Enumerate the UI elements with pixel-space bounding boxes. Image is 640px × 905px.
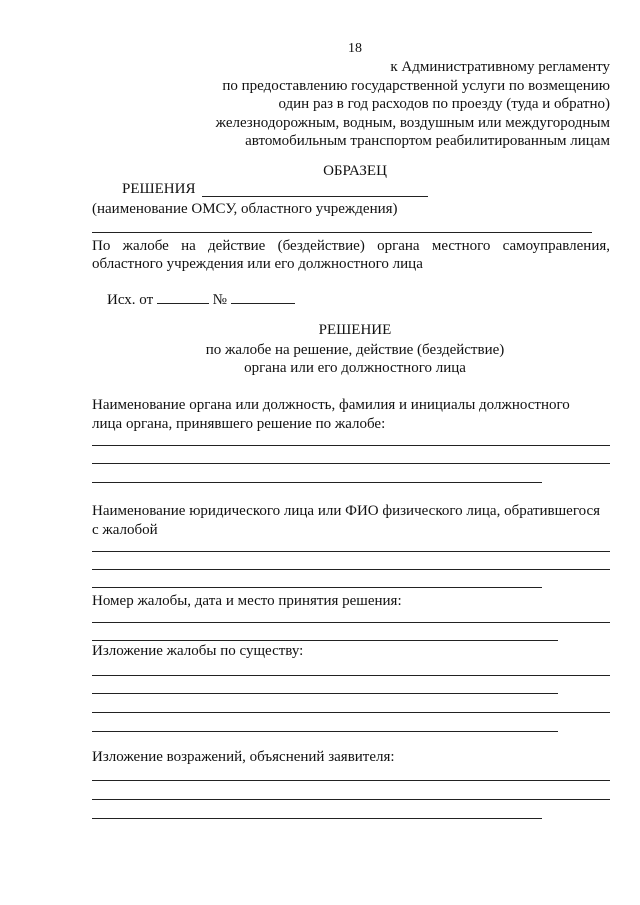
fill-line xyxy=(92,693,558,694)
section3-label: Номер жалобы, дата и место принятия решения: xyxy=(92,593,402,609)
separator-line xyxy=(92,232,592,233)
fill-line xyxy=(92,463,610,464)
header-line: по предоставлению государственной услуги по возмещению xyxy=(222,77,610,94)
header-line: железнодорожным, водным, воздушным или междугородным xyxy=(215,114,610,131)
fill-line xyxy=(92,622,610,623)
main-title: РЕШЕНИЕ xyxy=(318,322,392,338)
fill-line xyxy=(92,445,610,446)
fill-line xyxy=(92,712,610,713)
omsu-name-line xyxy=(202,196,428,197)
reference-number-sign: № xyxy=(212,292,227,308)
section2-label-line1: Наименование юридического лица или ФИО физического лица, обратившегося xyxy=(92,503,601,519)
header-line: автомобильным транспортом реабилитированным лицам xyxy=(245,133,610,149)
reference-line xyxy=(107,289,295,309)
section1-label-line2: лица органа, принявшего решение по жалобе: xyxy=(92,416,386,432)
decision-label: РЕШЕНИЯ xyxy=(122,181,196,197)
fill-line xyxy=(92,675,610,676)
fill-line xyxy=(92,799,610,800)
appendix-header xyxy=(110,58,610,151)
main-subtitle-2: органа или его должностного лица xyxy=(244,360,466,376)
fill-line xyxy=(92,551,610,552)
fill-line xyxy=(92,818,542,819)
page-number: 18 xyxy=(348,41,362,56)
complaint-text-line2: областного учреждения или его должностного лица xyxy=(92,256,423,272)
sample-title: ОБРАЗЕЦ xyxy=(323,163,387,179)
fill-line xyxy=(92,731,558,732)
header-line: к Административному регламенту xyxy=(390,59,610,75)
fill-line xyxy=(92,569,610,570)
decision-subcaption: (наименование ОМСУ, областного учреждения) xyxy=(92,201,398,217)
reference-number-field xyxy=(231,289,295,304)
section4-label: Изложение жалобы по существу: xyxy=(92,643,304,659)
section1-label-line1: Наименование органа или должность, фамилия и инициалы должностного xyxy=(92,397,570,413)
fill-line xyxy=(92,587,542,588)
complaint-text-line1: По жалобе на действие (бездействие) органа местного самоуправления, xyxy=(92,238,610,254)
section5-label: Изложение возражений, объяснений заявителя: xyxy=(92,749,395,765)
header-line: один раз в год расходов по проезду (туда и обратно) xyxy=(278,96,610,112)
fill-line xyxy=(92,482,542,483)
main-subtitle-1: по жалобе на решение, действие (бездействие) xyxy=(205,342,505,358)
fill-line xyxy=(92,640,558,641)
reference-prefix: Исх. от xyxy=(107,292,154,308)
fill-line xyxy=(92,780,610,781)
reference-date-field xyxy=(157,289,209,304)
section2-label-line2: с жалобой xyxy=(92,522,158,538)
